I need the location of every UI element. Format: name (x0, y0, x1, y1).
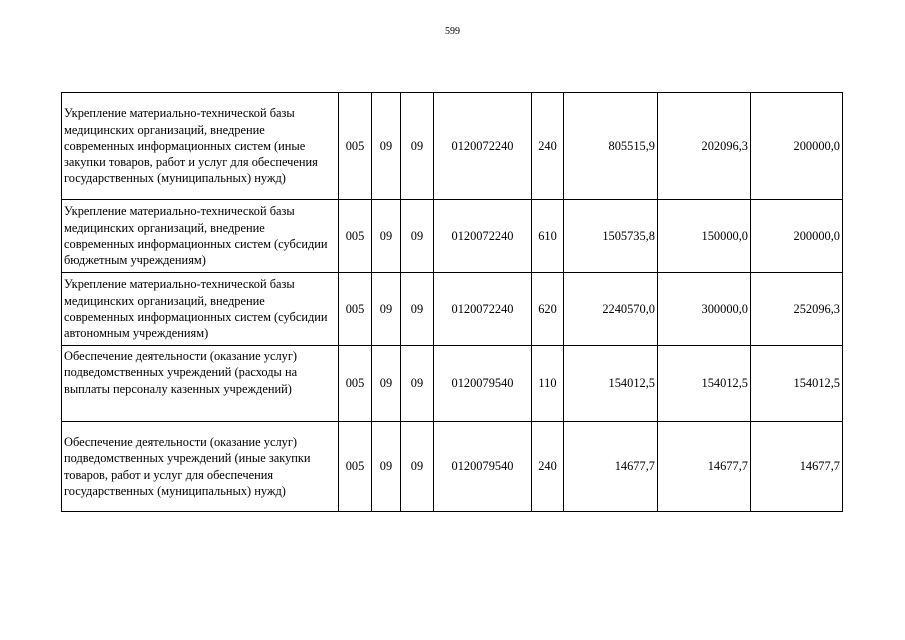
target-article-code: 0120079540 (434, 422, 532, 512)
amount-year-1: 1505735,8 (564, 200, 658, 273)
target-article-code: 0120072240 (434, 93, 532, 200)
section-code: 09 (372, 273, 401, 346)
amount-year-1: 154012,5 (564, 346, 658, 422)
subsection-code: 09 (401, 93, 434, 200)
row-description: Укрепление материально-технической базы медицинских организаций, внедрение современных информационных систем (субсидии автономным учреждениям) (62, 273, 339, 346)
amount-year-1: 805515,9 (564, 93, 658, 200)
amount-year-2: 154012,5 (658, 346, 751, 422)
expense-type-code: 620 (532, 273, 564, 346)
table-row (62, 93, 843, 200)
target-article-code: 0120079540 (434, 346, 532, 422)
amount-year-2: 300000,0 (658, 273, 751, 346)
amount-year-2: 202096,3 (658, 93, 751, 200)
amount-year-3: 252096,3 (751, 273, 843, 346)
table-row (62, 422, 843, 512)
subsection-code: 09 (401, 273, 434, 346)
expense-type-code: 240 (532, 93, 564, 200)
amount-year-3: 154012,5 (751, 346, 843, 422)
section-code: 09 (372, 346, 401, 422)
section-code: 09 (372, 422, 401, 512)
amount-year-3: 14677,7 (751, 422, 843, 512)
row-description: Укрепление материально-технической базы медицинских организаций, внедрение современных информационных систем (иные закупки товаров, работ и услуг для обеспечения государственных (муниципальных) нужд) (62, 93, 339, 200)
page-number: 599 (445, 26, 460, 37)
section-code: 09 (372, 200, 401, 273)
row-description: Обеспечение деятельности (оказание услуг) подведомственных учреждений (иные закупки товаров, работ и услуг для обеспечения государственных (муниципальных) нужд) (62, 422, 339, 512)
table-row (62, 273, 843, 346)
section-code: 09 (372, 93, 401, 200)
table-row (62, 200, 843, 273)
table-row (62, 346, 843, 422)
subsection-code: 09 (401, 346, 434, 422)
amount-year-1: 14677,7 (564, 422, 658, 512)
target-article-code: 0120072240 (434, 200, 532, 273)
amount-year-2: 14677,7 (658, 422, 751, 512)
amount-year-2: 150000,0 (658, 200, 751, 273)
ministry-code: 005 (339, 200, 372, 273)
subsection-code: 09 (401, 422, 434, 512)
expense-type-code: 610 (532, 200, 564, 273)
amount-year-3: 200000,0 (751, 93, 843, 200)
expense-type-code: 240 (532, 422, 564, 512)
budget-table (61, 92, 843, 512)
ministry-code: 005 (339, 422, 372, 512)
expense-type-code: 110 (532, 346, 564, 422)
subsection-code: 09 (401, 200, 434, 273)
amount-year-1: 2240570,0 (564, 273, 658, 346)
target-article-code: 0120072240 (434, 273, 532, 346)
row-description: Укрепление материально-технической базы медицинских организаций, внедрение современных информационных систем (субсидии бюджетным учреждениям) (62, 200, 339, 273)
ministry-code: 005 (339, 273, 372, 346)
amount-year-3: 200000,0 (751, 200, 843, 273)
ministry-code: 005 (339, 346, 372, 422)
row-description: Обеспечение деятельности (оказание услуг) подведомственных учреждений (расходы на выплаты персоналу казенных учреждений) (62, 346, 339, 422)
ministry-code: 005 (339, 93, 372, 200)
